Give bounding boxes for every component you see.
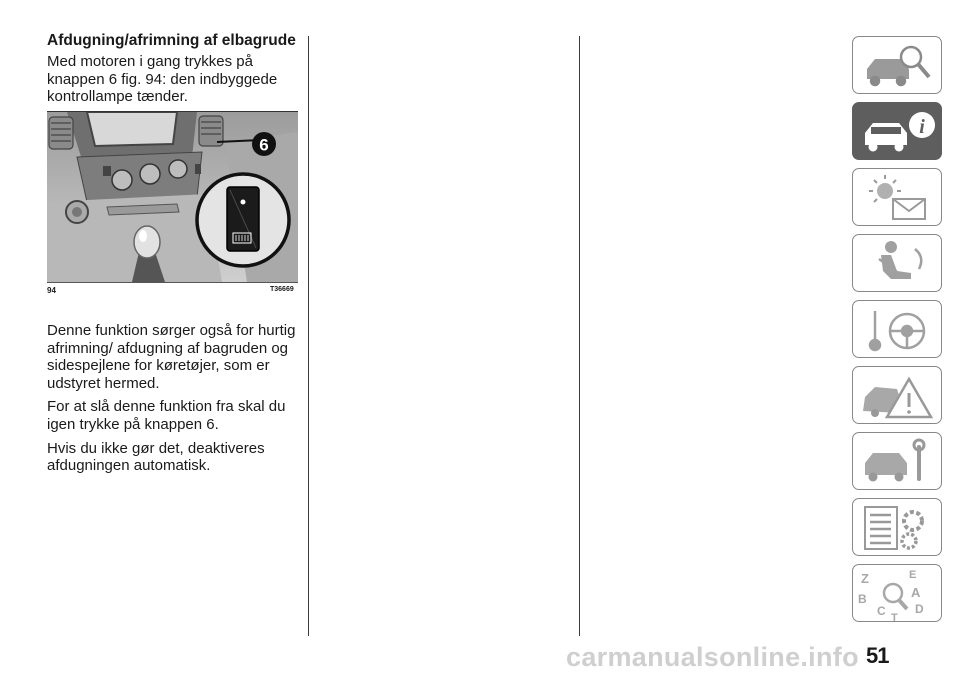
- page-number: 51: [866, 643, 889, 668]
- svg-text:Z: Z: [861, 571, 869, 586]
- chapter-tab-technical-data[interactable]: [852, 498, 942, 556]
- car-wrench-icon: [853, 433, 943, 491]
- chapter-tab-car-info[interactable]: [852, 102, 942, 160]
- svg-text:D: D: [915, 602, 924, 616]
- chapter-tab-emergency[interactable]: [852, 366, 942, 424]
- figure-callout-label: 6: [259, 135, 269, 155]
- svg-text:A: A: [911, 585, 921, 600]
- key-steering-wheel-icon: [853, 301, 943, 359]
- airbag-seat-icon: [853, 235, 943, 293]
- svg-text:T: T: [891, 612, 898, 623]
- figure-code: T36669: [270, 286, 294, 293]
- svg-text:E: E: [909, 569, 917, 581]
- chapter-tab-index[interactable]: [852, 564, 942, 622]
- chapter-tab-starting-driving[interactable]: [852, 300, 942, 358]
- chapter-tab-lights-messages[interactable]: [852, 168, 942, 226]
- svg-text:i: i: [919, 116, 925, 138]
- intro-paragraph: Med motoren i gang trykkes på knappen 6 fig. 94: den indbyggede kontrollampe tænder.: [47, 53, 278, 106]
- svg-text:B: B: [858, 592, 867, 606]
- svg-text:C: C: [877, 604, 886, 618]
- chapter-tab-maintenance[interactable]: [852, 432, 942, 490]
- body-paragraph: For at slå denne funktion fra skal du igen trykke på knappen 6.: [47, 398, 286, 433]
- chapter-tab-safety[interactable]: [852, 234, 942, 292]
- figure-caption-rule: [47, 282, 298, 283]
- figure-number: 94: [47, 286, 56, 295]
- car-warning-triangle-icon: [853, 367, 943, 425]
- checklist-gears-icon: [853, 499, 943, 557]
- body-text: [47, 322, 297, 475]
- car-search-icon: [853, 37, 943, 95]
- chapter-tab-car-search[interactable]: [852, 36, 942, 94]
- alphabet-search-icon: [853, 565, 943, 623]
- section-heading: Afdugning/afrimning af elbagrude: [47, 32, 296, 49]
- column-divider-left: [308, 36, 309, 636]
- figure-dashboard-photo: [47, 111, 298, 282]
- body-paragraph: Hvis du ikke gør det, deaktiveres afdugningen automatisk.: [47, 439, 265, 475]
- light-message-icon: [853, 169, 943, 227]
- body-paragraph: Denne funktion sørger også for hurtig afrimning/ afdugning af bagruden og sidespejlene for køretøjer, som er udstyret hermed.: [47, 322, 296, 392]
- watermark: carmanualsonline.info: [566, 642, 859, 672]
- column-divider-right: [579, 36, 580, 636]
- car-info-icon: [853, 103, 943, 161]
